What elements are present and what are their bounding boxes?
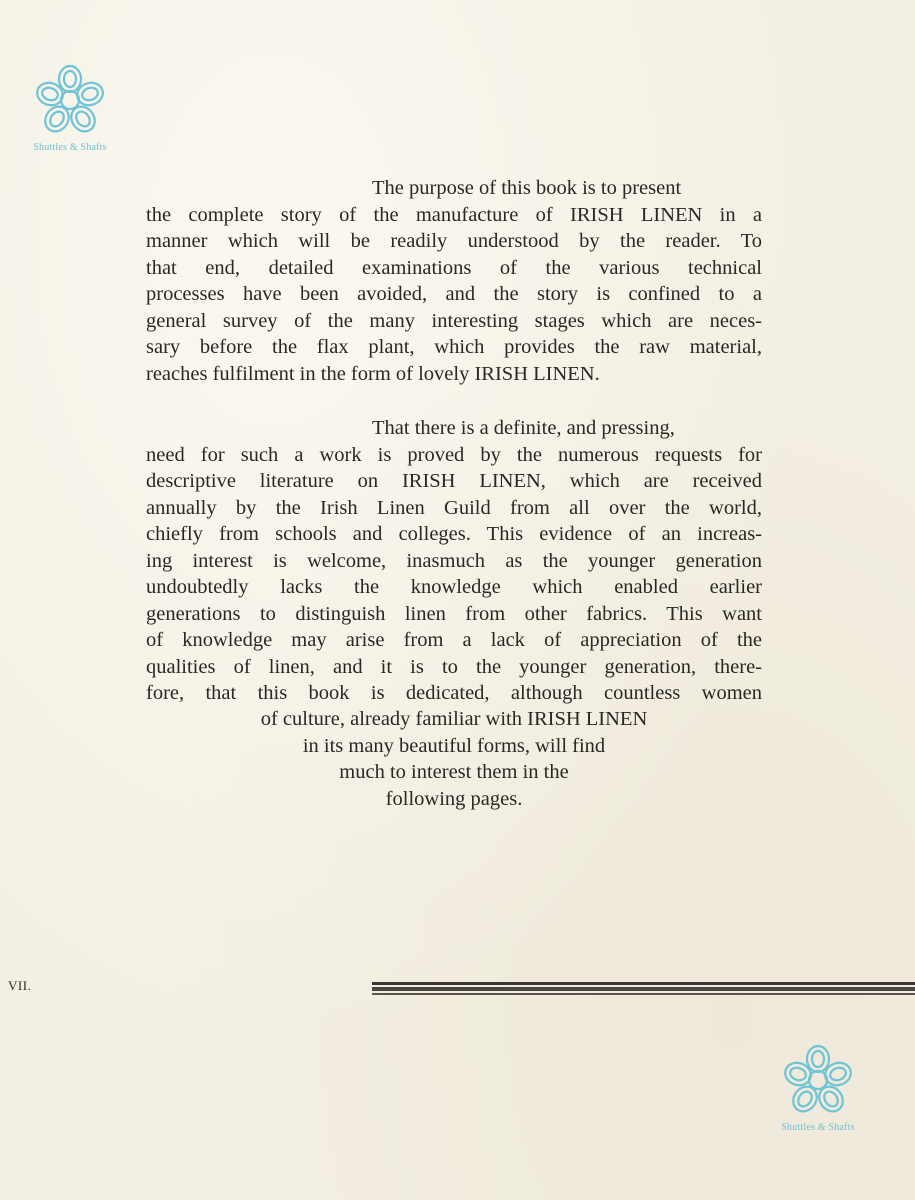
text-line: of knowledge may arise from a lack of appreciation of the xyxy=(146,629,762,651)
text-line: That there is a definite, and pressing, xyxy=(372,417,675,439)
decorative-rule xyxy=(372,982,915,996)
text-line: annually by the Irish Linen Guild from all over the world, xyxy=(146,496,762,519)
rule-line xyxy=(372,982,915,985)
text-line: manner which will be readily understood by the reader. To xyxy=(146,230,762,252)
knot-icon xyxy=(30,60,110,140)
knot-icon xyxy=(778,1040,858,1120)
text-line: that end, detailed examinations of the various technical xyxy=(146,256,762,279)
paragraph-tail-taper xyxy=(146,706,762,812)
text-line: descriptive literature on IRISH LINEN, which are received xyxy=(146,470,762,492)
text-line: ing interest is welcome, inasmuch as the younger generation xyxy=(146,549,762,572)
text-line: in its many beautiful forms, will find xyxy=(302,734,606,757)
text-line: the complete story of the manufacture of IRISH LINEN in a xyxy=(146,203,762,226)
watermark-logo-top xyxy=(20,60,120,153)
paragraph-need xyxy=(146,415,762,707)
text-line: of culture, already familiar with IRISH LINEN xyxy=(260,708,648,730)
text-line: sary before the flax plant, which provides the raw material, xyxy=(146,336,762,358)
text-line: generations to distinguish linen from other fabrics. This want xyxy=(146,602,762,625)
text-line: reaches fulfilment in the form of lovely IRISH LINEN. xyxy=(146,362,600,385)
text-line: chiefly from schools and colleges. This evidence of an increas- xyxy=(146,523,762,545)
text-line: general survey of the many interesting stages which are neces- xyxy=(146,309,762,332)
text-line: following pages. xyxy=(385,787,523,810)
text-line: undoubtedly lacks the knowledge which enabled earlier xyxy=(146,576,762,598)
text-line: much to interest them in the xyxy=(339,761,569,783)
page-number: VII. xyxy=(8,978,32,993)
rule-line xyxy=(372,993,915,995)
watermark-logo-bottom xyxy=(768,1040,868,1133)
text-line: need for such a work is proved by the numerous requests for xyxy=(146,443,762,466)
text-line: fore, that this book is dedicated, although countless women xyxy=(146,682,762,704)
text-line: The purpose of this book is to present xyxy=(372,177,682,199)
rule-line xyxy=(372,987,915,991)
paragraph-purpose xyxy=(146,175,762,387)
text-line: processes have been avoided, and the story is confined to a xyxy=(146,283,762,305)
watermark-caption-top: Shuttles & Shafts xyxy=(33,142,107,153)
watermark-caption-bottom: Shuttles & Shafts xyxy=(781,1122,855,1133)
text-line: qualities of linen, and it is to the younger generation, there- xyxy=(146,655,762,678)
